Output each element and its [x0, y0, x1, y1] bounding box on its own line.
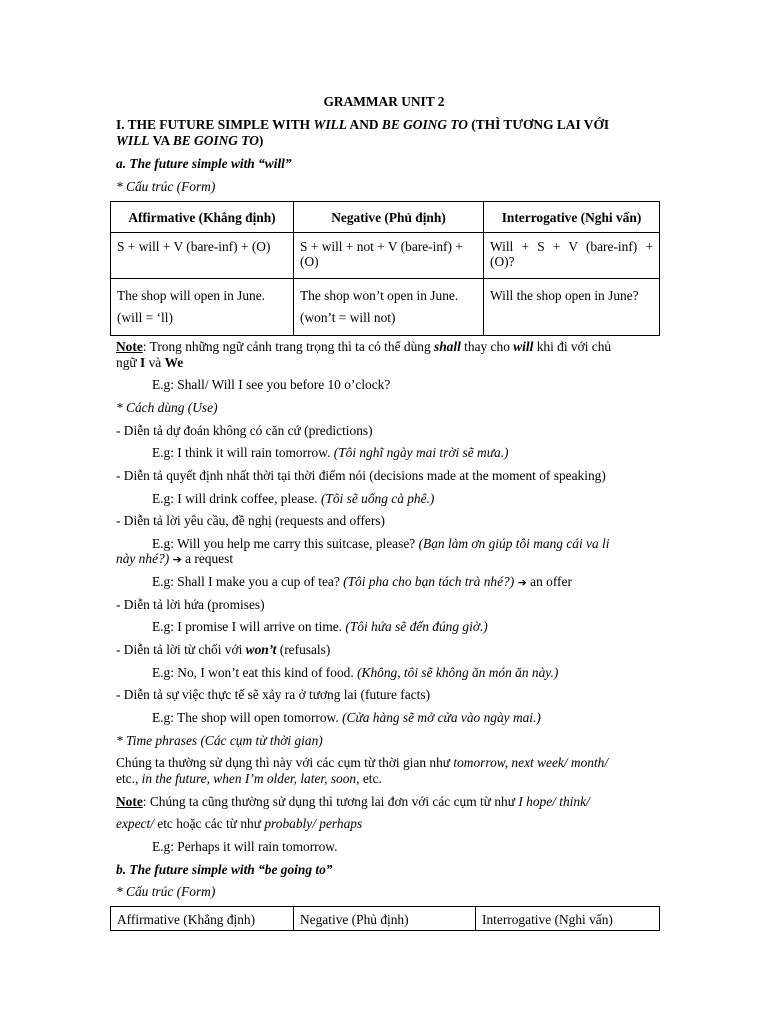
form-label-b: * Cấu trúc (Form) — [116, 884, 216, 899]
table-cell: Will + S + V (bare-inf) + (O)? — [484, 233, 660, 279]
use-label: * Cách dùng (Use) — [116, 400, 218, 415]
table-header-row — [111, 907, 660, 931]
table-row — [111, 279, 660, 336]
table-cell: S + will + not + V (bare-inf) + (O) — [294, 233, 484, 279]
example-shall: E.g: Shall/ Will I see you before 10 o’clock? — [152, 377, 391, 392]
form-label: * Cấu trúc (Form) — [116, 179, 216, 194]
example-perhaps: E.g: Perhaps it will rain tomorrow. — [152, 839, 338, 854]
table-header-cell: Interrogative (Nghi vấn) — [476, 907, 660, 931]
heading-future-simple-cont: WILL VA BE GOING TO) — [116, 133, 264, 148]
example-refusals: E.g: No, I won’t eat this kind of food. (Không, tôi sẽ không ăn món ăn này.) — [152, 665, 559, 680]
table-header-cell: Affirmative (Khẳng định) — [111, 907, 294, 931]
table-header-cell: Affirmative (Khẳng định) — [111, 202, 294, 233]
section-a-heading: a. The future simple with “will” — [116, 156, 292, 171]
use-promises: - Diễn tả lời hứa (promises) — [116, 597, 265, 612]
time-phrases-text: Chúng ta thường sử dụng thì này với các cụm từ thời gian như tomorrow, next week/ month/ — [116, 755, 609, 770]
table-cell: S + will + V (bare-inf) + (O) — [111, 233, 294, 279]
form-table-going-to — [110, 906, 660, 931]
table-row — [111, 233, 660, 279]
example-offer: E.g: Shall I make you a cup of tea? (Tôi pha cho bạn tách trà nhé?) ➔ an offer — [152, 574, 572, 589]
use-future-facts: - Diễn tả sự việc thực tế sẽ xảy ra ở tương lai (future facts) — [116, 687, 431, 702]
example-promises: E.g: I promise I will arrive on time. (Tôi hứa sẽ đến đúng giờ.) — [152, 619, 488, 634]
table-cell: The shop won’t open in June. (won’t = will not) — [294, 279, 484, 336]
table-header-cell: Negative (Phủ định) — [294, 907, 476, 931]
use-predictions: - Diễn tả dự đoán không có căn cứ (predictions) — [116, 423, 373, 438]
note-hope-think-cont: expect/ etc hoặc các từ như probably/ perhaps — [116, 816, 363, 831]
page-title: GRAMMAR UNIT 2 — [323, 94, 445, 109]
use-refusals: - Diễn tả lời từ chối với won’t (refusals) — [116, 642, 331, 657]
heading-future-simple: I. THE FUTURE SIMPLE WITH WILL AND BE GOING TO (THÌ TƯƠNG LAI VỚI — [116, 117, 610, 132]
time-phrases-text-cont: etc., in the future, when I’m older, later, soon, etc. — [116, 771, 382, 786]
table-cell: The shop will open in June. (will = ‘ll) — [111, 279, 294, 336]
note-shall-cont: ngữ I và We — [116, 355, 184, 370]
section-b-heading: b. The future simple with “be going to” — [116, 862, 333, 877]
example-decisions: E.g: I will drink coffee, please. (Tôi sẽ uống cà phê.) — [152, 491, 435, 506]
table-header-cell: Interrogative (Nghi vấn) — [484, 202, 660, 233]
example-predictions: E.g: I think it will rain tomorrow. (Tôi nghĩ ngày mai trời sẽ mưa.) — [152, 445, 509, 460]
example-future-facts: E.g: The shop will open tomorrow. (Cửa hàng sẽ mở cửa vào ngày mai.) — [152, 710, 541, 725]
note-hope-think: Note: Chúng ta cũng thường sử dụng thì tương lai đơn với các cụm từ như I hope/ think/ — [116, 794, 590, 809]
time-phrases-label: * Time phrases (Các cụm từ thời gian) — [116, 733, 323, 748]
form-table-will — [110, 201, 660, 336]
right-arrow-icon: ➔ — [172, 553, 182, 566]
table-header-row — [111, 202, 660, 233]
example-request: E.g: Will you help me carry this suitcase, please? (Bạn làm ơn giúp tôi mang cái va li — [152, 536, 610, 551]
table-header-cell: Negative (Phủ định) — [294, 202, 484, 233]
table-cell: Will the shop open in June? — [484, 279, 660, 336]
example-request-cont: này nhé?) ➔ a request — [116, 551, 234, 566]
use-decisions: - Diễn tả quyết định nhất thời tại thời điểm nói (decisions made at the moment of speaking) — [116, 468, 606, 483]
note-shall: Note: Trong những ngữ cảnh trang trọng thì ta có thể dùng shall thay cho will khi đi với chủ — [116, 339, 612, 354]
use-requests: - Diễn tả lời yêu cầu, đề nghị (requests and offers) — [116, 513, 385, 528]
right-arrow-icon: ➔ — [517, 576, 527, 589]
